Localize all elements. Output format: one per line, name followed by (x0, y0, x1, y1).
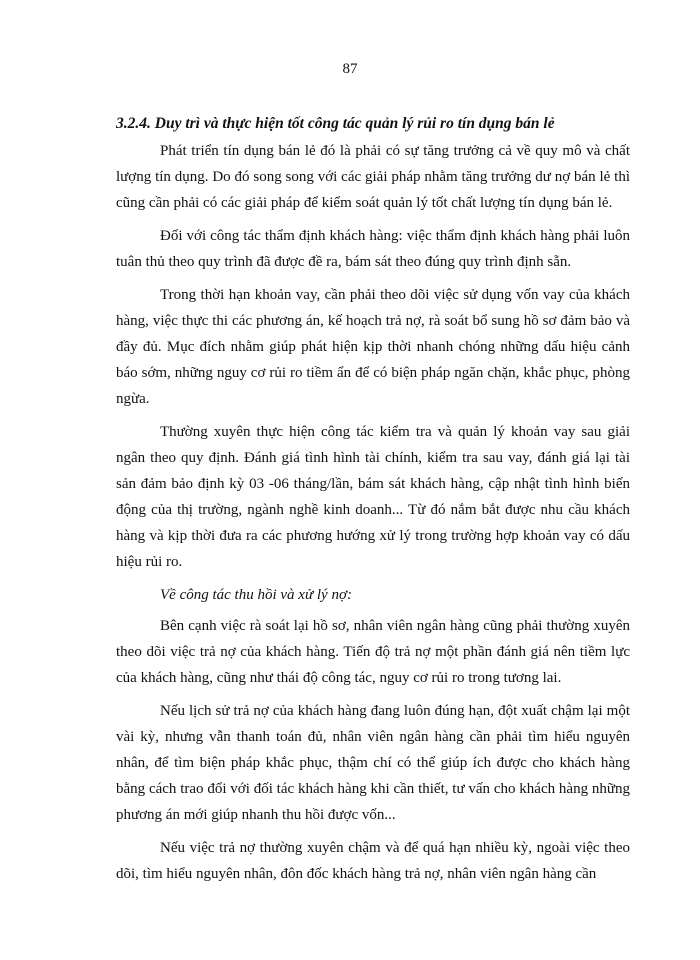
paragraph: Nếu lịch sử trả nợ của khách hàng đang luôn đúng hạn, đột xuất chậm lại một vài kỳ, nhưng vẫn thanh toán đủ, nhân viên ngân hàng cần phải tìm hiểu nguyên nhân, để tìm biện pháp khắc phục, thậm chí có thể giúp ích được cho khách hàng bằng cách trao đổi với đối tác khách hàng khi cần thiết, tư vấn cho khách hàng những phương án mới giúp nhanh thu hồi được vốn... (116, 703, 630, 823)
page-number: 87 (342, 61, 358, 77)
paragraph: Thường xuyên thực hiện công tác kiểm tra và quản lý khoản vay sau giải ngân theo quy định. Đánh giá tình hình tài chính, kiểm tra sau vay, đánh giá lại tài sản đảm bảo định kỳ 03 -06 tháng/lần, bám sát khách hàng, cập nhật tình hình biến động của thị trường, ngành nghề kinh doanh... Từ đó nắm bắt được nhu cầu khách hàng và kịp thời đưa ra các phương hướng xử lý trong trường hợp khoản vay có dấu hiệu rủi ro. (116, 424, 630, 570)
paragraph: Trong thời hạn khoản vay, cần phải theo dõi việc sử dụng vốn vay của khách hàng, việc thực thi các phương án, kế hoạch trả nợ, rà soát bổ sung hồ sơ đảm bảo và đầy đủ. Mục đích nhằm giúp phát hiện kịp thời nhanh chóng những dấu hiệu cảnh báo sớm, những nguy cơ rủi ro tiềm ẩn để có biện pháp ngăn chặn, khắc phục, phòng ngừa. (116, 287, 630, 407)
subheading: Về công tác thu hồi và xử lý nợ: (160, 587, 352, 603)
paragraph: Đối với công tác thẩm định khách hàng: việc thẩm định khách hàng phải luôn tuân thủ theo quy trình đã được đề ra, bám sát theo đúng quy trình định sẵn. (116, 228, 630, 270)
paragraph: Nếu việc trả nợ thường xuyên chậm và để quá hạn nhiều kỳ, ngoài việc theo dõi, tìm hiểu nguyên nhân, đôn đốc khách hàng trả nợ, nhân viên ngân hàng cần (116, 840, 630, 882)
document-body (116, 112, 630, 894)
paragraph: Bên cạnh việc rà soát lại hồ sơ, nhân viên ngân hàng cũng phải thường xuyên theo dõi việc trả nợ của khách hàng. Tiến độ trả nợ một phần đánh giá nên tiềm lực của khách hàng, cũng như thái độ công tác, nguy cơ rủi ro trong tương lai. (116, 618, 630, 686)
section-heading: 3.2.4. Duy trì và thực hiện tốt công tác quản lý rủi ro tín dụng bán lẻ (116, 115, 555, 132)
paragraph: Phát triển tín dụng bán lẻ đó là phải có sự tăng trưởng cả về quy mô và chất lượng tín dụng. Do đó song song với các giải pháp nhằm tăng trưởng dư nợ bán lẻ thì cũng cần phải có các giải pháp để kiểm soát quản lý tốt chất lượng tín dụng bán lẻ. (116, 143, 630, 211)
